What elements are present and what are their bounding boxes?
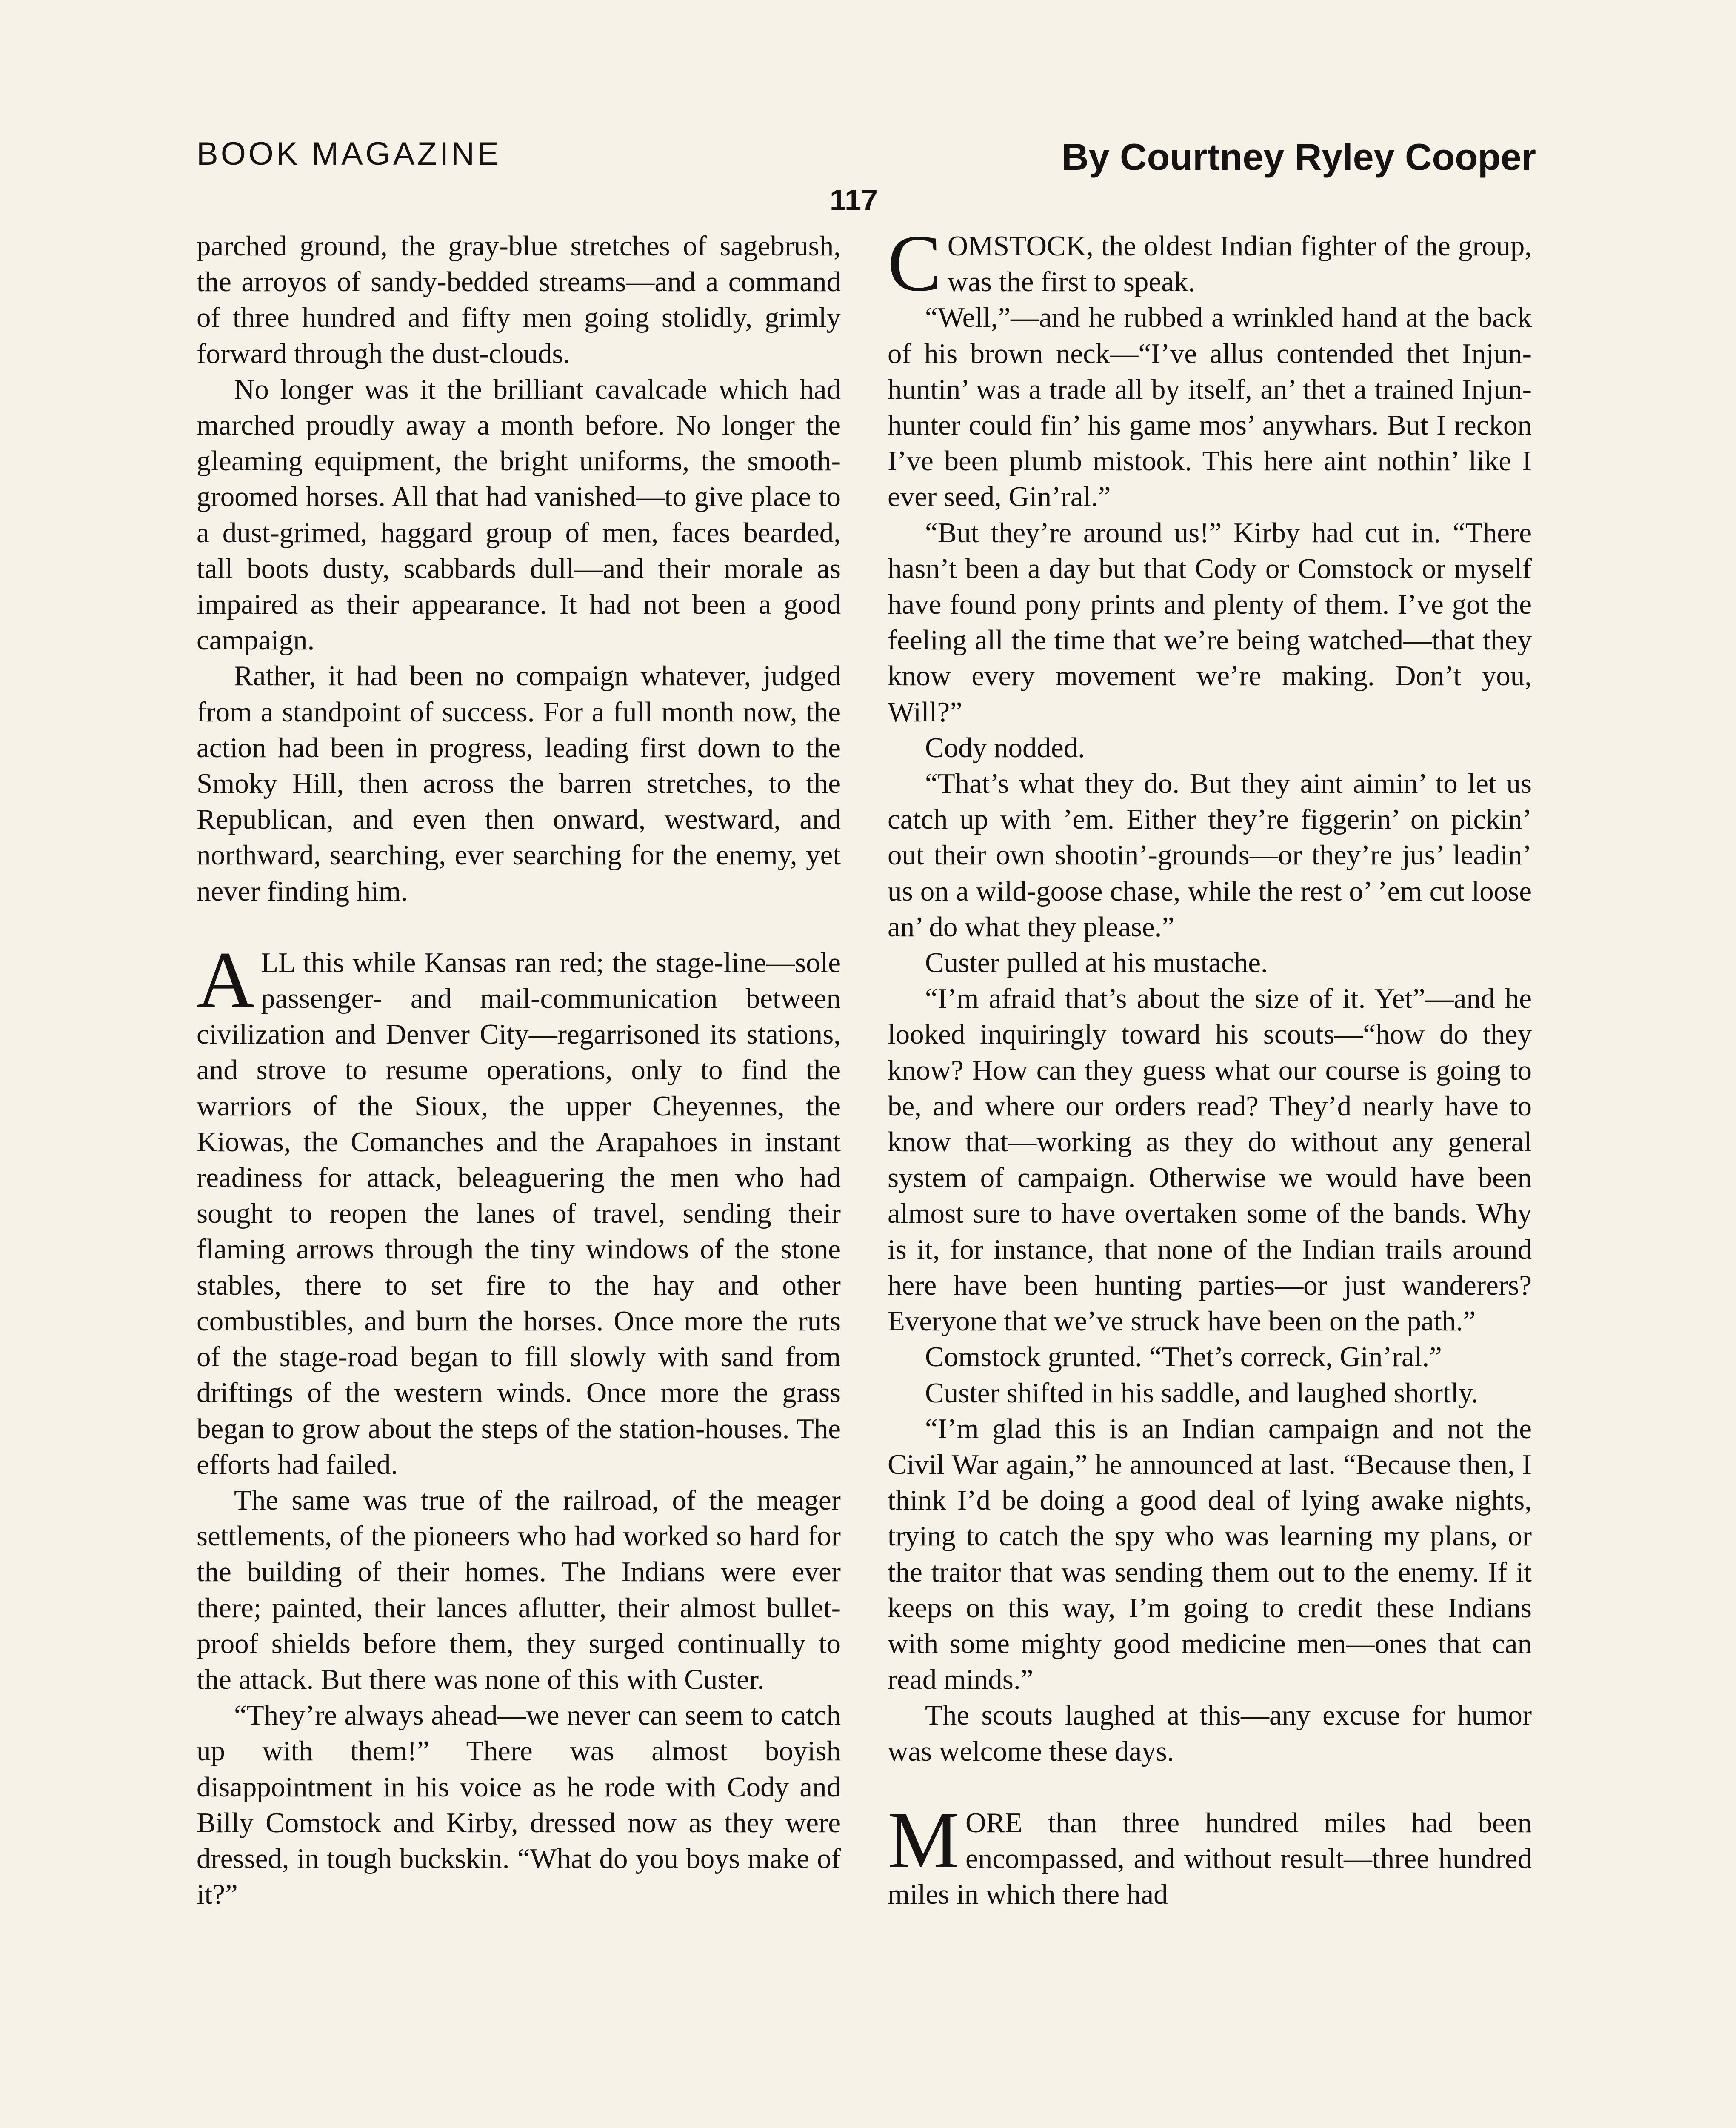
author-byline: By Courtney Ryley Cooper [1062,136,1536,178]
paragraph-text: “They’re always ahead—we never can seem to catch up with them!” There was almost boyish disappointment in his voice as he rode with Cody and Billy Comstock and Kirby, dressed now as they were dressed, in tough buckskin. “What do you boys make of it?” [197,1699,841,1911]
paragraph-text: “That’s what they do. But they aint aimin’ to let us catch up with ’em. Either they’re figgerin’ on pickin’ out their own shootin’-grounds—or they’re jus’ leadin’ us on a wild-goose chase, while the rest o’ ’em cut loose an’ do what they please.” [888,768,1532,943]
paragraph [888,1339,1532,1375]
paragraph-text: OMSTOCK, the oldest Indian fighter of the group, was the first to speak. [947,230,1532,298]
paragraph-text: Comstock grunted. “Thet’s correck, Gin’ral.” [925,1341,1442,1373]
paragraph [888,1411,1532,1698]
drop-cap: C [888,219,942,308]
paragraph-text: Rather, it had been no compaign whatever, judged from a standpoint of success. For a full month now, the action had been in progress, leading first down to the Smoky Hill, then across the barren stretches, to the Republican, and even then onward, westward, and northward, searching, ever searching for the enemy, yet never finding him. [197,660,841,907]
paragraph [888,1697,1532,1769]
paragraph-text: No longer was it the brilliant cavalcade which had marched proudly away a month before. No longer the gleaming equipment, the bright uniforms, the smooth-groomed horses. All that had vanished—to give place to a dust-grimed, haggard group of men, faces bearded, tall boots dusty, scabbards dull—and their morale as impaired as their appearance. It had not been a good campaign. [197,373,841,656]
paragraph-text: “I’m afraid that’s about the size of it. Yet”—and he looked inquiringly toward his scouts—“how do they know? How can they guess what our course is going to be, and where our orders read? They’d nearly have to know that—working as they do without any general system of campaign. Otherwise we would have been almost sure to have overtaken some of the bands. Why is it, for instance, that none of the Indian trails around here have been hunting parties—or just wanderers? Everyone that we’ve struck have been on the path.” [888,983,1532,1337]
paragraph [197,1697,841,1912]
paragraph [888,1375,1532,1411]
paragraph-text: “I’m glad this is an Indian campaign and not the Civil War again,” he announced at last. “Because then, I think I’d be doing a good deal of lying awake nights, trying to catch the spy who was learning my plans, or the traitor that was sending them out to the enemy. If it keeps on this way, I’m going to credit these Indians with some mighty good medicine men—ones that can read minds.” [888,1413,1532,1696]
page-number: 117 [830,183,878,217]
paragraph-text: “But they’re around us!” Kirby had cut in. “There hasn’t been a day but that Cody or Comstock or myself have found pony prints and plenty of them. I’ve got the feeling all the time that we’re being watched—that they know every movement we’re making. Don’t you, Will?” [888,517,1532,728]
drop-cap: A [197,935,255,1025]
paragraph [197,1482,841,1697]
paragraph [888,981,1532,1339]
left-text-column [197,228,841,1912]
paragraph-text: Custer pulled at his mustache. [925,947,1268,979]
paragraph-text: LL this while Kansas ran red; the stage-line—sole passenger- and mail-communication between civilization and Denver City—regarrisoned its stations, and strove to resume operations, only to find the warriors of the Sioux, the upper Cheyennes, the Kiowas, the Comanches and the Arapahoes in instant readiness for attack, beleaguering the men who had sought to reopen the lanes of travel, sending their flaming arrows through the tiny windows of the stone stables, there to set fire to the hay and other combustibles, and burn the horses. Once more the ruts of the stage-road began to fill slowly with sand from driftings of the western winds. Once more the grass began to grow about the steps of the station-houses. The efforts had failed. [197,947,841,1480]
paragraph [197,658,841,909]
paragraph [888,515,1532,730]
paragraph-text: The scouts laughed at this—any excuse for humor was welcome these days. [888,1699,1532,1767]
paragraph-text: The same was true of the railroad, of the meager settlements, of the pioneers who had worked so hard for the building of their homes. The Indians were ever there; painted, their lances aflutter, their almost bullet-proof shields before them, they surged continually to the attack. But there was none of this with Custer. [197,1484,841,1695]
paragraph [888,730,1532,766]
section-opening-paragraph [888,1795,1532,1913]
paragraph-text: ORE than three hundred miles had been encompassed, and without result—three hundred miles in which there had [888,1807,1532,1911]
magazine-title: BOOK MAGAZINE [197,136,501,172]
paragraph [888,300,1532,515]
section-opening-paragraph [888,219,1532,308]
drop-cap: M [888,1795,959,1885]
paragraph [197,228,841,372]
paragraph-text: “Well,”—and he rubbed a wrinkled hand at the back of his brown neck—“I’ve allus contended thet Injun-huntin’ was a trade all by itself, an’ thet a trained Injun-hunter could fin’ his game mos’ anywhars. But I reckon I’ve been plumb mistook. This here aint nothin’ like I ever seed, Gin’ral.” [888,302,1532,513]
paragraph-text: Cody nodded. [925,732,1085,764]
paragraph [888,945,1532,981]
paragraph [197,372,841,658]
paragraph-text: Custer shifted in his saddle, and laughed shortly. [925,1377,1479,1409]
right-text-column [888,219,1532,1912]
section-opening-paragraph [197,935,841,1482]
paragraph-text: parched ground, the gray-blue stretches of sagebrush, the arroyos of sandy-bedded streams—and a command of three hundred and fifty men going stolidly, grimly forward through the dust-clouds. [197,230,841,369]
paragraph [888,766,1532,945]
